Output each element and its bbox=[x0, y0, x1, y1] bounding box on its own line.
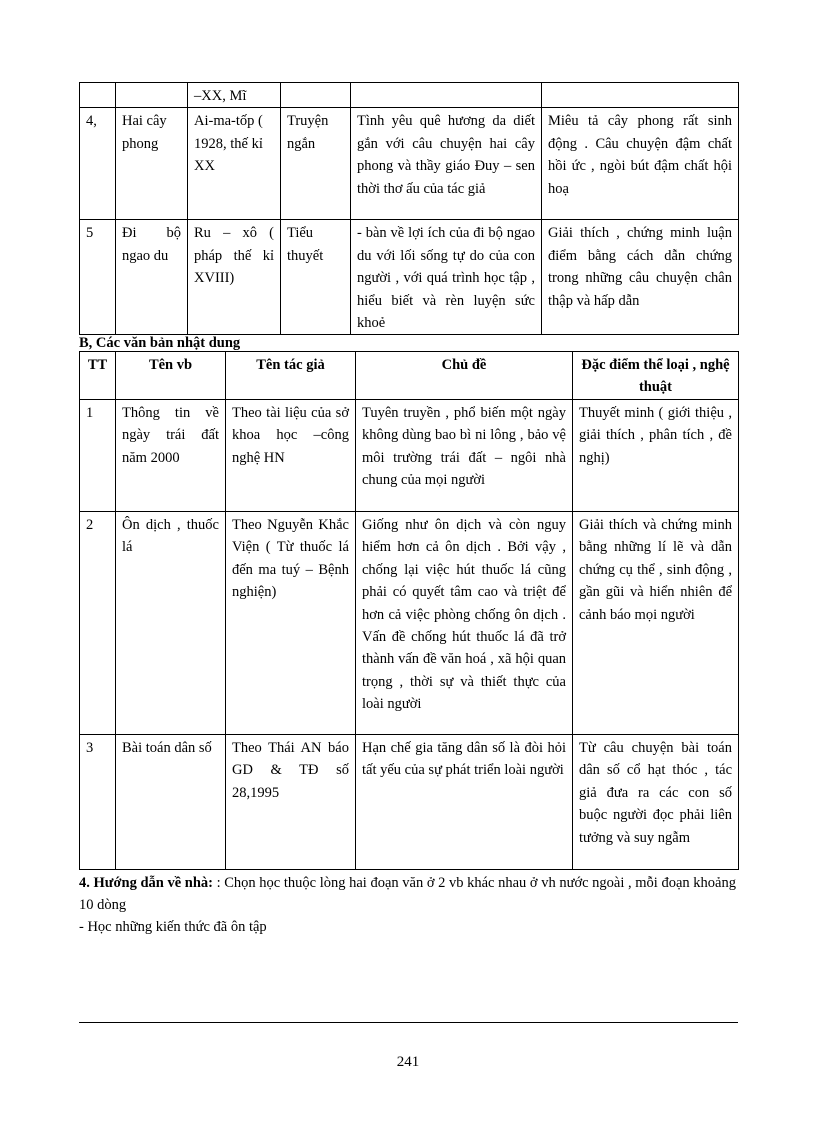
cell-tt: 2 bbox=[80, 512, 116, 735]
cell-author: –XX, Mĩ bbox=[188, 83, 281, 108]
cell-features bbox=[542, 83, 739, 108]
cell-author: Theo Thái AN báo GD & TĐ số 28,1995 bbox=[226, 735, 356, 870]
table-row bbox=[80, 735, 739, 870]
cell-tt: 1 bbox=[80, 400, 116, 512]
header-author: Tên tác giả bbox=[226, 352, 356, 400]
homework-text: : Chọn học thuộc lòng hai đoạn văn ở 2 vb khác nhau ở vh nước ngoài , mỗi đoạn khoảng 10 dòng bbox=[79, 875, 736, 913]
header-name: Tên vb bbox=[116, 352, 226, 400]
page-number: 241 bbox=[396, 1054, 420, 1070]
cell-theme: Tuyên truyền , phổ biến một ngày không dùng bao bì ni lông , bảo vệ môi trường trái đất – ngôi nhà chung của mọi người bbox=[356, 400, 573, 512]
cell-genre bbox=[281, 83, 351, 108]
cell-theme: Giống như ôn dịch và còn nguy hiểm hơn cả ôn dịch . Bởi vậy , chống lại việc hút thuốc lá cũng phải có quyết tâm cao và triệt để hơn cả việc phòng chống ôn dịch . Vấn đề chống hút thuốc lá đã trở thành vấn đề văn hoá , xã hội quan trọng , thời sự và thiết thực của loài người bbox=[356, 512, 573, 735]
table-row bbox=[80, 220, 739, 335]
literature-summary-table-continued bbox=[79, 82, 739, 335]
cell-features: Giải thích , chứng minh luận điểm bằng cách dẫn chứng trong những câu chuyện chân thập và hấp dẫn bbox=[542, 220, 739, 335]
cell-genre: Truyện ngắn bbox=[281, 108, 351, 220]
table-header-row bbox=[80, 352, 739, 400]
header-tt: TT bbox=[80, 352, 116, 400]
cell-no: 5 bbox=[80, 220, 116, 335]
cell-author: Theo tài liệu của sở khoa học –công nghệ HN bbox=[226, 400, 356, 512]
homework-line-2: - Học những kiến thức đã ôn tập bbox=[79, 919, 267, 935]
cell-author: Ai-ma-tốp ( 1928, thế kỉ XX bbox=[188, 108, 281, 220]
table-row bbox=[80, 83, 739, 108]
cell-name: Ôn dịch , thuốc lá bbox=[116, 512, 226, 735]
cell-author: Ru – xô ( pháp thế kỉ XVIII) bbox=[188, 220, 281, 335]
cell-features: Miêu tả cây phong rất sinh động . Câu chuyện đậm chất hồi ức , ngòi bút đậm chất hội hoạ bbox=[542, 108, 739, 220]
cell-features: Từ câu chuyện bài toán dân số cổ hạt thóc , tác giả đưa ra các con số buộc người đọc phải liên tưởng và suy ngẫm bbox=[573, 735, 739, 870]
table-row bbox=[80, 108, 739, 220]
cell-theme: Hạn chế gia tăng dân số là đòi hỏi tất yếu của sự phát triển loài người bbox=[356, 735, 573, 870]
cell-genre: Tiểu thuyết bbox=[281, 220, 351, 335]
cell-features: Thuyết minh ( giới thiệu , giải thích , phân tích , đề nghị) bbox=[573, 400, 739, 512]
table-row bbox=[80, 512, 739, 735]
header-features: Đặc điểm thể loại , nghệ thuật bbox=[573, 352, 739, 400]
everyday-texts-table bbox=[79, 351, 739, 870]
homework-section bbox=[79, 872, 749, 938]
cell-name: Thông tin về ngày trái đất năm 2000 bbox=[116, 400, 226, 512]
cell-features: Giải thích và chứng minh bằng những lí lẽ và dẫn chứng cụ thể , sinh động , gần gũi và hiển nhiên để cảnh báo mọi người bbox=[573, 512, 739, 735]
cell-author: Theo Nguyễn Khắc Viện ( Từ thuốc lá đến ma tuý – Bệnh nghiện) bbox=[226, 512, 356, 735]
cell-title: Hai cây phong bbox=[116, 108, 188, 220]
header-theme: Chủ đề bbox=[356, 352, 573, 400]
section-b-title: B, Các văn bản nhật dung bbox=[79, 335, 241, 351]
table-row bbox=[80, 400, 739, 512]
cell-no bbox=[80, 83, 116, 108]
cell-tt: 3 bbox=[80, 735, 116, 870]
cell-title bbox=[116, 83, 188, 108]
homework-line-1 bbox=[79, 872, 749, 916]
homework-heading: 4. Hướng dẫn về nhà: bbox=[79, 875, 213, 891]
cell-title: Đi bộ ngao du bbox=[116, 220, 188, 335]
cell-theme bbox=[351, 83, 542, 108]
cell-theme: Tình yêu quê hương da diết gắn với câu chuyện hai cây phong và thầy giáo Đuy – sen thời thơ ấu của tác giả bbox=[351, 108, 542, 220]
cell-theme: - bàn về lợi ích của đi bộ ngao du với lối sống tự do của con người , với quá trình học tập , hiểu biết và rèn luyện sức khoẻ bbox=[351, 220, 542, 335]
cell-name: Bài toán dân số bbox=[116, 735, 226, 870]
footer-divider bbox=[79, 1022, 738, 1023]
cell-no: 4, bbox=[80, 108, 116, 220]
